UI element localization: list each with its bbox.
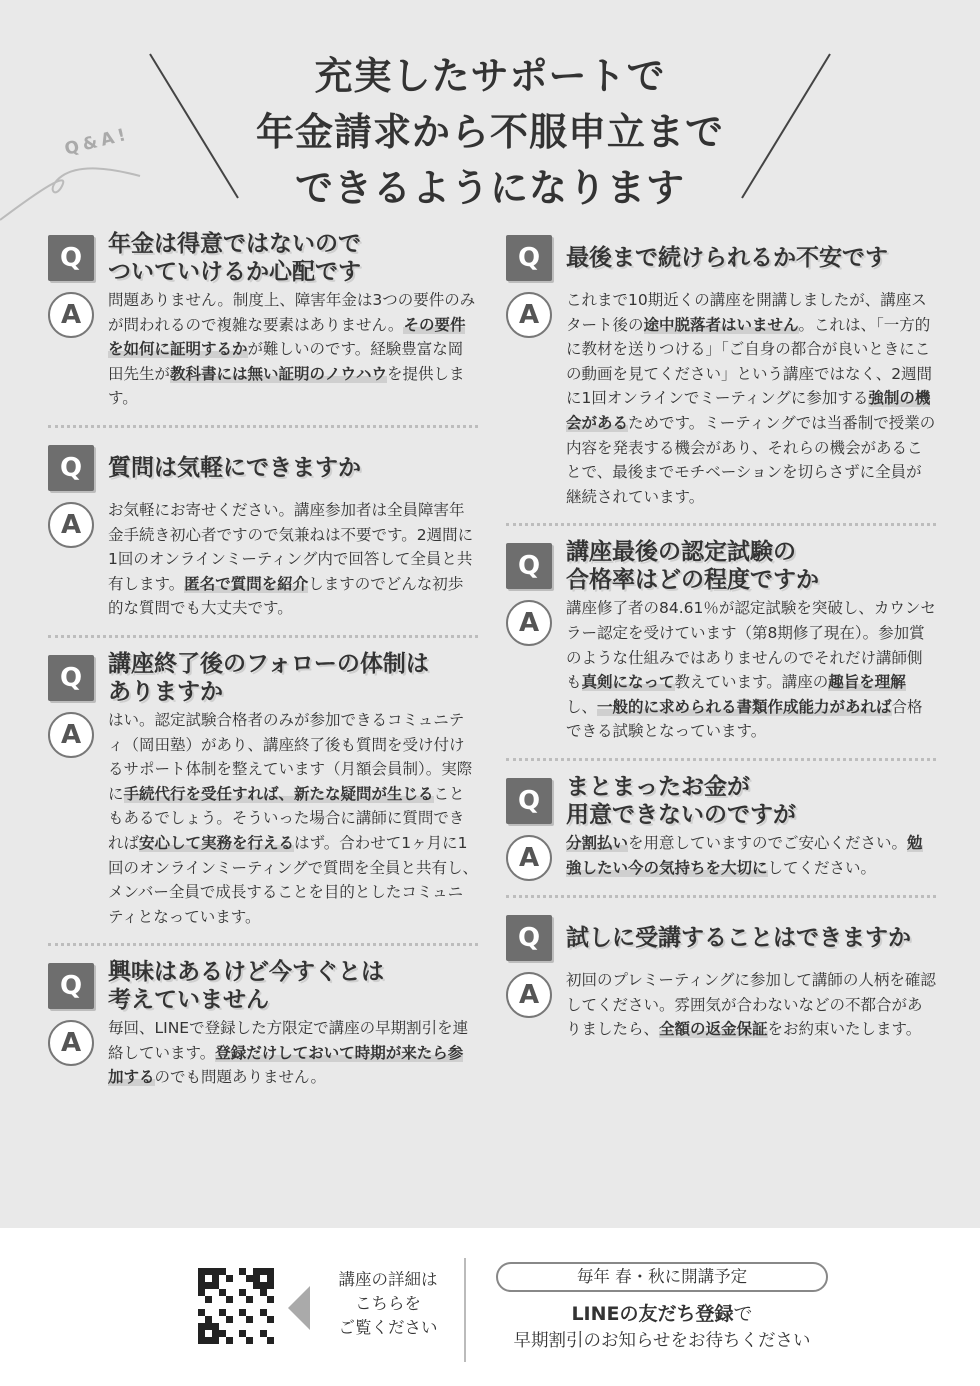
question-line: 用意できないのですが (566, 801, 796, 828)
answer-highlight: その要件を如何に証明するか (108, 315, 466, 359)
answer-highlight: 趣旨を理解 (828, 673, 906, 692)
answer-badge: A (506, 600, 552, 646)
answer-segment: をお約束いたします。 (767, 1020, 922, 1039)
answer-text (108, 288, 478, 411)
divider (464, 1258, 466, 1362)
question-text (566, 538, 819, 594)
qr-note-line: こちらを (355, 1294, 421, 1313)
answer-badge: A (506, 292, 552, 338)
answer-text (566, 288, 936, 509)
answer-segment: 合格できる試験となっています。 (566, 697, 923, 741)
question-line: 興味はあるけど今すぐとは (108, 959, 384, 986)
dotted-divider (48, 943, 478, 946)
answer-highlight: 安心して実務を行える (139, 833, 295, 852)
answer-highlight: 教科書には無い証明のノウハウ (170, 364, 388, 383)
schedule-badge: 毎年 春・秋に開講予定 (496, 1262, 828, 1292)
answer-segment: こともあるでしょう。そういった場合に講師に質問できれば (108, 784, 465, 852)
answer-badge: A (506, 835, 552, 881)
qa-tag: Q&A! (62, 124, 132, 160)
question-badge: Q (48, 445, 94, 491)
question-row (48, 230, 478, 286)
answer-highlight: 一般的に求められる書類作成能力があれば (597, 697, 892, 716)
qr-note-line: 講座の詳細は (338, 1270, 438, 1289)
question-badge: Q (48, 963, 94, 1009)
answer-segment: 問題ありません。制度上、障害年金は3つの要件のみが問われるので複雑な要素はありません。 (108, 291, 476, 334)
answer-row (48, 502, 478, 621)
answer-segment: し、 (566, 697, 598, 716)
answer-badge: A (48, 292, 94, 338)
answer-text (108, 708, 478, 929)
answer-segment: 。これは、「一方的に教材を送りつける」「ご自身の都合が良いときにこの動画を見てください」という講座ではなく、2週間に1回オンラインでミーティングに参加する (566, 315, 933, 408)
question-badge: Q (506, 778, 552, 824)
answer-highlight: 勉強したい今の気持ちを大切に (566, 833, 923, 877)
answer-row (48, 712, 478, 929)
left-qa-column (48, 230, 478, 1090)
answer-segment: してください。 (767, 858, 877, 877)
answer-segment: 初回のプレミーティングに参加して講師の人柄を確認してください。雰囲気が合わないなどの不都合がありましたら、 (566, 970, 936, 1039)
question-line: 講座終了後のフォローの体制は (108, 650, 429, 677)
question-text (566, 244, 888, 272)
qa-item (48, 958, 478, 1090)
answer-text (566, 596, 936, 744)
answer-row (48, 292, 478, 411)
qa-item (48, 440, 478, 621)
question-row (506, 538, 936, 594)
question-line: 質問は気軽にできますか (108, 454, 361, 481)
answer-highlight: 匿名で質問を紹介 (184, 574, 309, 593)
question-line: まとまったお金が (566, 773, 750, 800)
question-row (506, 910, 936, 966)
question-line: 講座最後の認定試験の (566, 539, 796, 566)
dotted-divider (506, 895, 936, 898)
answer-segment: ためです。ミーティングでは当番制で授業の内容を発表する機会があり、それらの機会があることで、最後までモチベーションを切らさずに全員が継続されています。 (566, 413, 936, 506)
answer-row (48, 1020, 478, 1090)
answer-text (108, 498, 478, 621)
answer-text (108, 1016, 478, 1090)
title-line: 年金請求から不服申立まで (255, 110, 724, 154)
question-badge: Q (506, 915, 552, 961)
answer-segment: 講座修了者の84.61％が認定試験を突破し、カウンセラー認定を受けています（第8期修了現在）。参加賞のような仕組みではありませんのでそれだけ講師側も (566, 599, 936, 692)
qr-note (318, 1268, 458, 1340)
answer-highlight: 真剣になって (581, 673, 675, 692)
answer-highlight: 登録だけしておいて時期が来たら参加する (108, 1043, 464, 1087)
dotted-divider (48, 635, 478, 638)
question-badge: Q (48, 235, 94, 281)
answer-segment: 教えています。講座の (674, 673, 829, 692)
answer-highlight: 途中脱落者はいません (643, 315, 799, 334)
line-subtext: 早期割引のお知らせをお待ちください (513, 1331, 811, 1351)
question-row (48, 650, 478, 706)
qa-item (506, 230, 936, 509)
question-text (566, 773, 796, 829)
answer-text (566, 831, 936, 881)
qa-item (506, 538, 936, 744)
answer-highlight: 全額の返金保証 (659, 1020, 768, 1039)
answer-segment: お気軽にお寄せください。講座参加者は全員障害年金手続き初心者ですので気兼ねは不要です。2週間に1回のオンラインミーティング内で回答して全員と共有します。 (108, 500, 474, 593)
qa-item (506, 773, 936, 881)
footer (0, 1228, 980, 1386)
answer-badge: A (48, 1020, 94, 1066)
answer-badge: A (48, 712, 94, 758)
qa-item (48, 230, 478, 411)
question-line: 年金は得意ではないので (108, 231, 361, 257)
title-line: できるようになります (294, 166, 685, 210)
line-cta-rest: で (733, 1303, 753, 1325)
answer-segment: はず。合わせて1ヶ月に1回のオンラインミーティングで質問を全員と共有し、メンバー全員で成長することを目的としたコミュニティとなっています。 (108, 833, 478, 926)
answer-segment: のでも問題ありません。 (154, 1068, 326, 1087)
answer-segment: これまで10期近くの講座を開講しましたが、講座スタート後の (566, 291, 927, 334)
answer-segment: はい。認定試験合格者のみが参加できるコミュニティ（岡田塾）があり、講座終了後も質問を受け付けるサポート体制を整えています（月額会員制）。実際に (108, 710, 473, 803)
answer-segment: しますのでどんな初歩的な質問でも大丈夫です。 (108, 574, 464, 618)
question-line: 合格率はどの程度ですか (566, 567, 819, 594)
answer-segment: を提供します。 (108, 364, 465, 408)
answer-segment: が難しいのです。経験豊富な岡田先生が (108, 340, 464, 383)
question-row (48, 440, 478, 496)
line-cta-bold: LINEの友だち登録 (571, 1303, 734, 1325)
question-text (108, 958, 384, 1014)
right-qa-column (506, 230, 936, 1042)
answer-highlight: 分割払い (566, 833, 629, 852)
question-line: 試しに受講することはできますか (566, 924, 911, 951)
arrow-left-icon (288, 1286, 310, 1330)
page-title (190, 48, 790, 216)
question-text (108, 230, 361, 286)
answer-text (566, 968, 936, 1042)
qa-item (506, 910, 936, 1042)
title-line: 充実したサポートで (314, 54, 666, 98)
question-line: 考えていません (108, 987, 269, 1014)
answer-row (506, 972, 936, 1042)
question-row (506, 773, 936, 829)
answer-row (506, 835, 936, 881)
question-line: ついていけるか心配です (108, 259, 361, 285)
question-line: ありますか (108, 678, 223, 705)
question-badge: Q (48, 655, 94, 701)
answer-highlight: 手続代行を受任すれば、新たな疑問が生じる (123, 784, 434, 803)
qr-code[interactable] (198, 1268, 274, 1344)
answer-segment: 毎回、LINEで登録した方限定で講座の早期割引を連絡しています。 (108, 1019, 469, 1062)
answer-segment: を用意していますのでご安心ください。 (628, 833, 908, 852)
dotted-divider (506, 758, 936, 761)
answer-row (506, 292, 936, 509)
question-text (108, 454, 361, 482)
answer-row (506, 600, 936, 744)
dotted-divider (506, 523, 936, 526)
qa-item (48, 650, 478, 929)
question-badge: Q (506, 543, 552, 589)
dotted-divider (48, 425, 478, 428)
qr-note-line: ご覧ください (338, 1318, 438, 1337)
question-badge: Q (506, 235, 552, 281)
question-line: 最後まで続けられるか不安です (566, 245, 888, 271)
answer-highlight: 強制の機会がある (566, 389, 931, 432)
question-text (566, 924, 911, 952)
line-cta (490, 1300, 834, 1328)
answer-badge: A (506, 972, 552, 1018)
question-text (108, 650, 429, 706)
question-row (506, 230, 936, 286)
answer-badge: A (48, 502, 94, 548)
question-row (48, 958, 478, 1014)
